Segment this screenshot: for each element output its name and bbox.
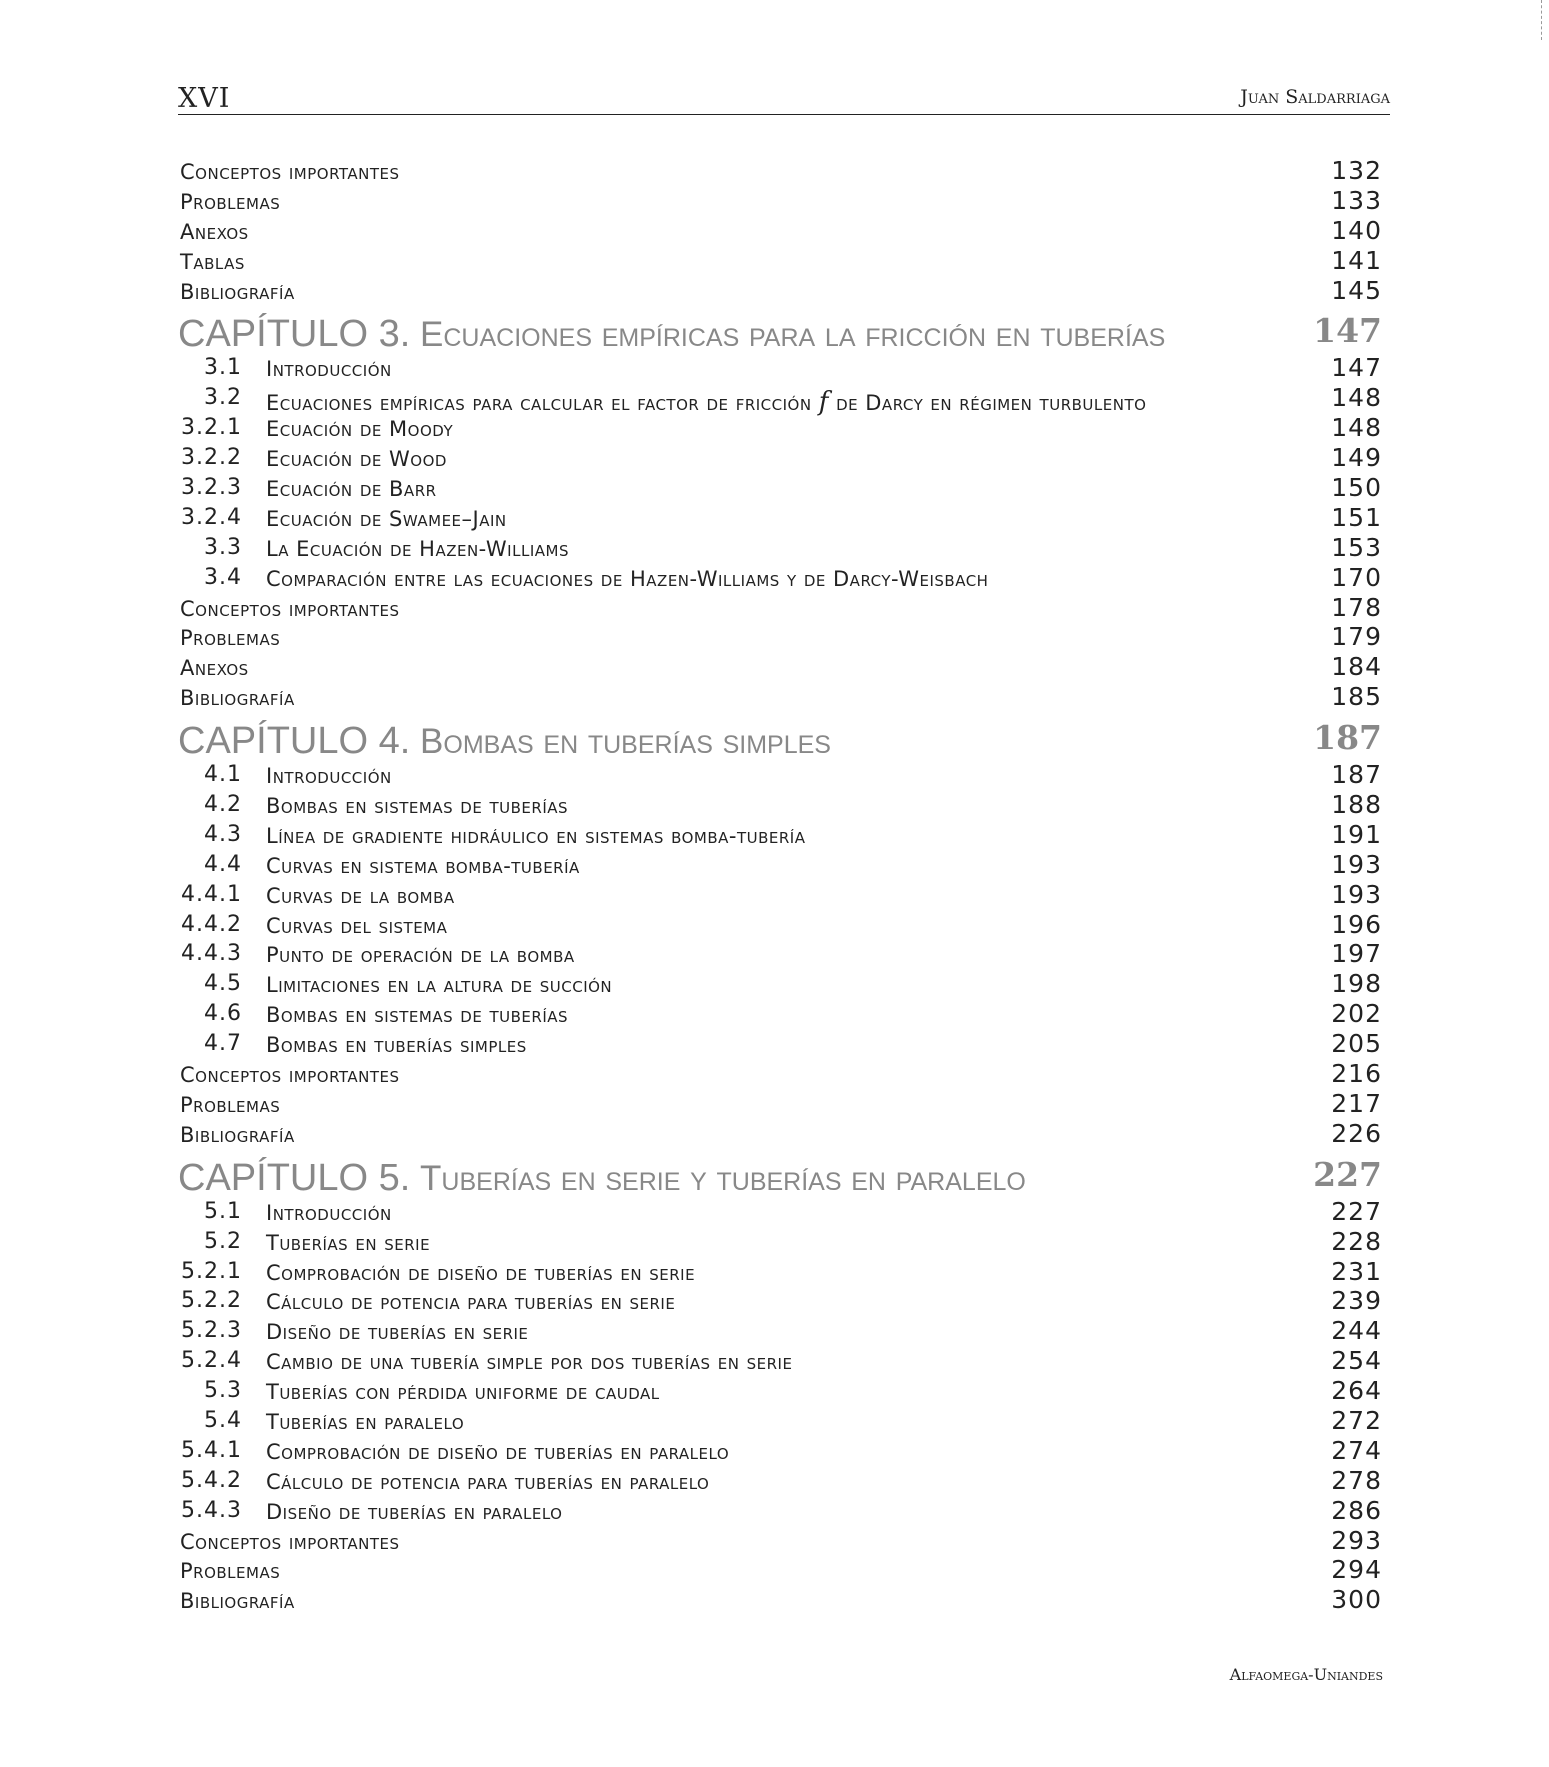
page-ref: 140: [1331, 215, 1382, 245]
page-ref: 153: [1331, 532, 1382, 562]
section-title: Ecuación de Swamee–Jain: [266, 506, 507, 531]
section-number: 4.4.2: [181, 911, 242, 937]
section-number: 5.2.4: [181, 1348, 242, 1374]
chapter-title: [178, 313, 1165, 356]
section-title: Punto de operación de la bomba: [266, 943, 575, 968]
page-ref: 198: [1331, 969, 1382, 999]
section-title: Conceptos importantes: [180, 596, 400, 621]
toc-entry[interactable]: [178, 1436, 1382, 1466]
page-ref: 187: [1331, 760, 1382, 790]
toc-entry[interactable]: [178, 473, 1382, 503]
section-title: Curvas en sistema bomba-tubería: [266, 853, 580, 878]
toc-entry[interactable]: [178, 1227, 1382, 1257]
toc-entry[interactable]: [178, 443, 1382, 473]
section-title: Ecuación de Moody: [266, 417, 454, 442]
section-number: 4.1: [204, 762, 242, 788]
toc-entry-unnumbered[interactable]: [178, 276, 1382, 306]
section-number: 4.4: [204, 851, 242, 877]
page-ref: 226: [1331, 1118, 1382, 1148]
section-title: Cálculo de potencia para tuberías en serie: [266, 1290, 676, 1315]
section-title: Cambio de una tubería simple por dos tuberías en serie: [266, 1350, 793, 1375]
chapter-name: Tuberías en serie y tuberías en paralelo: [420, 1158, 1026, 1198]
section-title: Introducción: [266, 1200, 392, 1225]
section-title: Problemas: [180, 1559, 281, 1584]
section-title: Problemas: [180, 626, 281, 651]
section-number: 5.4: [204, 1407, 242, 1433]
section-title: Anexos: [180, 656, 249, 681]
section-number: 3.2.2: [181, 445, 242, 471]
toc-entry[interactable]: [178, 939, 1382, 969]
section-title: Ecuación de Barr: [266, 477, 437, 502]
toc-entry[interactable]: [178, 1406, 1382, 1436]
section-title: La Ecuación de Hazen-Williams: [266, 536, 569, 561]
section-number: 4.5: [204, 971, 242, 997]
toc-entry-unnumbered[interactable]: [178, 1555, 1382, 1585]
section-title: Tablas: [180, 249, 245, 274]
page-ref: 178: [1331, 592, 1382, 622]
toc-entry[interactable]: [178, 820, 1382, 850]
toc-entry-unnumbered[interactable]: [178, 1585, 1382, 1615]
chapter-name: Ecuaciones empíricas para la fricción en tuberías: [420, 315, 1166, 355]
toc-entry[interactable]: [178, 1376, 1382, 1406]
page-number: XVI: [178, 83, 231, 114]
section-title: Cálculo de potencia para tuberías en paralelo: [266, 1469, 710, 1494]
section-title-part: Ecuaciones empíricas para calcular el factor de fricción: [266, 391, 812, 416]
section-title: Bibliografía: [180, 686, 295, 711]
page-ref: 217: [1331, 1088, 1382, 1118]
publisher-footer: Alfaomega-Uniandes: [1229, 1665, 1383, 1684]
page-ref: 193: [1331, 879, 1382, 909]
section-title: Comprobación de diseño de tuberías en paralelo: [266, 1439, 730, 1464]
toc-entry[interactable]: [178, 503, 1382, 533]
chapter-title: [178, 720, 831, 763]
page-ref: 300: [1331, 1585, 1382, 1615]
page-ref: 179: [1331, 622, 1382, 652]
page-ref: 184: [1331, 652, 1382, 682]
toc-entry[interactable]: [178, 969, 1382, 999]
section-number: 3.4: [204, 564, 242, 590]
page-ref: 239: [1331, 1286, 1382, 1316]
section-number: 4.3: [204, 821, 242, 847]
toc-entry-unnumbered[interactable]: [178, 593, 1382, 623]
toc-entry[interactable]: [178, 1029, 1382, 1059]
chapter-number: CAPÍTULO 5.: [178, 1156, 411, 1199]
page-ref: 274: [1331, 1435, 1382, 1465]
toc-entry-unnumbered[interactable]: [178, 246, 1382, 276]
page-ref: 286: [1331, 1495, 1382, 1525]
page-ref: 272: [1331, 1405, 1382, 1435]
page-ref: 294: [1331, 1555, 1382, 1585]
section-number: 3.1: [204, 355, 242, 381]
chapter-page-ref: 227: [1313, 1154, 1382, 1194]
section-title: Diseño de tuberías en paralelo: [266, 1499, 563, 1524]
chapter-title: [178, 1157, 1026, 1200]
section-title: Curvas del sistema: [266, 913, 448, 938]
toc-entry[interactable]: [178, 910, 1382, 940]
chapter-name: Bombas en tuberías simples: [420, 722, 831, 762]
section-title: Conceptos importantes: [180, 160, 400, 184]
page-ref: 133: [1331, 185, 1382, 215]
page-ref: 188: [1331, 790, 1382, 820]
page-ref: 264: [1331, 1376, 1382, 1406]
section-title: Introducción: [266, 357, 392, 382]
page-ref: 150: [1331, 473, 1382, 503]
page-ref: 147: [1331, 353, 1382, 383]
section-title: Problemas: [180, 189, 281, 214]
toc-entry-unnumbered[interactable]: [178, 156, 1382, 186]
table-of-contents: [178, 156, 1382, 1615]
toc-entry[interactable]: [178, 760, 1382, 790]
toc-entry[interactable]: [178, 790, 1382, 820]
running-head: Juan Saldarriaga: [1240, 86, 1390, 108]
section-title: Tuberías en paralelo: [266, 1409, 465, 1434]
page-ref: 216: [1331, 1059, 1382, 1089]
toc-entry[interactable]: [178, 533, 1382, 563]
page-ref: 205: [1331, 1029, 1382, 1059]
section-number: 3.2.4: [181, 504, 242, 530]
page-ref: 132: [1331, 156, 1382, 185]
section-title: Bombas en tuberías simples: [266, 1033, 527, 1058]
section-number: 5.4.1: [181, 1437, 242, 1463]
section-number: 5.2.3: [181, 1318, 242, 1344]
toc-entry-unnumbered[interactable]: [178, 216, 1382, 246]
toc-entry-unnumbered[interactable]: [178, 1526, 1382, 1556]
page-ref: 197: [1331, 939, 1382, 969]
page-ref: 202: [1331, 999, 1382, 1029]
section-number: 4.7: [204, 1031, 242, 1057]
toc-entry[interactable]: [178, 563, 1382, 593]
section-title: Tuberías con pérdida uniforme de caudal: [266, 1380, 660, 1405]
toc-entry-unnumbered[interactable]: [178, 1119, 1382, 1149]
page-ref: 196: [1331, 909, 1382, 939]
toc-entry-unnumbered[interactable]: [178, 682, 1382, 712]
chapter-page-ref: 147: [1313, 311, 1382, 351]
toc-entry[interactable]: [178, 1496, 1382, 1526]
section-title: Bombas en sistemas de tuberías: [266, 794, 569, 819]
toc-entry[interactable]: [178, 1286, 1382, 1316]
section-number: 5.2.1: [181, 1258, 242, 1284]
page-ref: 141: [1331, 245, 1382, 275]
page-ref: 185: [1331, 682, 1382, 712]
section-number: 3.2.3: [181, 475, 242, 501]
section-title: Conceptos importantes: [180, 1529, 400, 1554]
toc-entry[interactable]: [178, 1466, 1382, 1496]
chapter-heading[interactable]: [178, 1154, 1382, 1199]
section-number: 3.2.1: [181, 415, 242, 441]
chapter-number: CAPÍTULO 3.: [178, 313, 411, 356]
section-number: 5.1: [204, 1198, 242, 1224]
page-ref: 227: [1331, 1196, 1382, 1226]
page-ref: 278: [1331, 1465, 1382, 1495]
page-ref: 170: [1331, 562, 1382, 592]
chapter-heading[interactable]: [178, 311, 1382, 356]
toc-entry[interactable]: [178, 353, 1382, 383]
page-ref: 254: [1331, 1346, 1382, 1376]
section-title: Línea de gradiente hidráulico en sistemas bomba-tubería: [266, 823, 806, 848]
section-number: 4.2: [204, 792, 242, 818]
chapter-heading[interactable]: [178, 718, 1382, 763]
page-ref: 193: [1331, 849, 1382, 879]
section-title: Bibliografía: [180, 1589, 295, 1614]
section-title: Introducción: [266, 764, 392, 789]
italic-symbol: f: [818, 387, 829, 418]
section-number: 4.6: [204, 1001, 242, 1027]
chapter-page-ref: 187: [1313, 718, 1382, 758]
page-ref: 293: [1331, 1525, 1382, 1555]
toc-entry-unnumbered[interactable]: [178, 652, 1382, 682]
page-header: [178, 76, 1390, 115]
section-title: Diseño de tuberías en serie: [266, 1320, 529, 1345]
toc-entry-unnumbered[interactable]: [178, 1059, 1382, 1089]
page-ref: 244: [1331, 1316, 1382, 1346]
section-number: 5.3: [204, 1378, 242, 1404]
section-number: 5.4.2: [181, 1467, 242, 1493]
section-number: 5.2: [204, 1228, 242, 1254]
toc-entry-unnumbered[interactable]: [178, 1089, 1382, 1119]
page-ref: 148: [1331, 383, 1382, 413]
chapter-number: CAPÍTULO 4.: [178, 720, 411, 763]
section-title: Conceptos importantes: [180, 1063, 400, 1088]
section-title: Comparación entre las ecuaciones de Hazen-Williams y de Darcy-Weisbach: [266, 566, 989, 591]
toc-entry[interactable]: [178, 383, 1382, 418]
section-title-part: de Darcy en régimen turbulento: [836, 391, 1147, 416]
toc-entry[interactable]: [178, 880, 1382, 910]
page-ref: 151: [1331, 502, 1382, 532]
toc-entry[interactable]: [178, 1346, 1382, 1376]
toc-entry[interactable]: [178, 850, 1382, 880]
section-title: Bombas en sistemas de tuberías: [266, 1003, 569, 1028]
section-title: Ecuación de Wood: [266, 447, 447, 472]
page-ref: 228: [1331, 1226, 1382, 1256]
section-title: Bibliografía: [180, 1122, 295, 1147]
toc-entry-unnumbered[interactable]: [178, 622, 1382, 652]
section-title: Curvas de la bomba: [266, 883, 455, 908]
crop-mark: [1541, 0, 1543, 40]
section-title: Tuberías en serie: [266, 1230, 431, 1255]
toc-entry[interactable]: [178, 413, 1382, 443]
page-ref: 149: [1331, 443, 1382, 473]
toc-entry-unnumbered[interactable]: [178, 186, 1382, 216]
section-title: Bibliografía: [180, 279, 295, 304]
section-number: 3.2: [204, 385, 242, 411]
section-number: 4.4.1: [181, 881, 242, 907]
toc-entry[interactable]: [178, 1316, 1382, 1346]
toc-entry[interactable]: [178, 1197, 1382, 1227]
section-number: 4.4.3: [181, 941, 242, 967]
section-number: 5.4.3: [181, 1497, 242, 1523]
toc-entry[interactable]: [178, 999, 1382, 1029]
section-title: Anexos: [180, 219, 249, 244]
page-ref: 145: [1331, 275, 1382, 305]
section-title: Limitaciones en la altura de succión: [266, 973, 613, 998]
section-title: Comprobación de diseño de tuberías en serie: [266, 1260, 696, 1285]
page-ref: 148: [1331, 413, 1382, 443]
page-ref: 191: [1331, 819, 1382, 849]
page-ref: 231: [1331, 1256, 1382, 1286]
section-number: 5.2.2: [181, 1288, 242, 1314]
toc-entry[interactable]: [178, 1257, 1382, 1287]
section-title: Problemas: [180, 1092, 281, 1117]
section-number: 3.3: [204, 534, 242, 560]
